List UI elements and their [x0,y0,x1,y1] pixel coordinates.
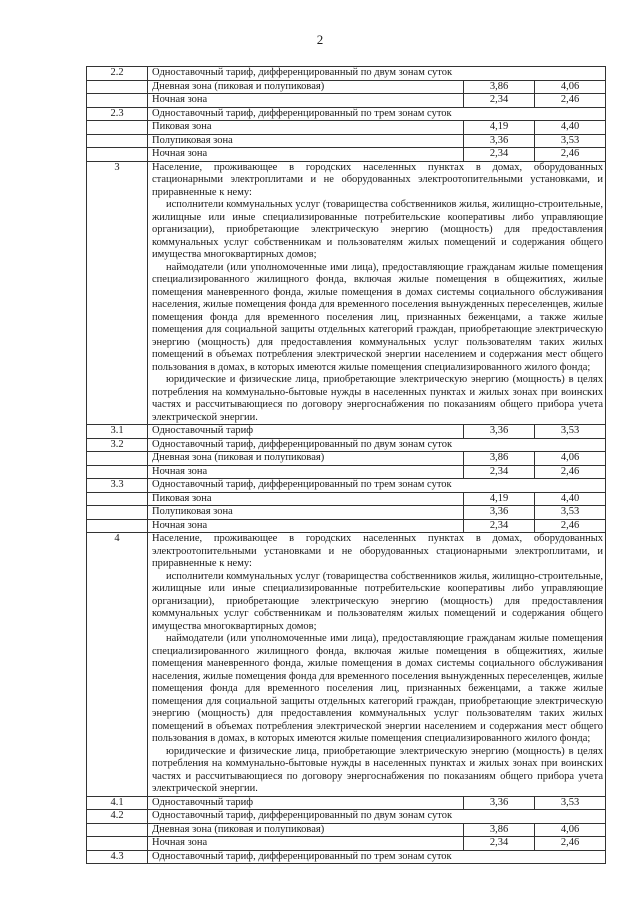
tariff-group-label-cell: Одноставочный тариф, дифференцированный по двум зонам суток [148,67,606,81]
tariff-value-2-cell: 4,06 [535,80,606,94]
tariff-value-1-cell: 2,34 [464,148,535,162]
description-paragraph: исполнители коммунальных услуг (товарищества собственников жилья, жилищно-строительные, жилищные или иные специализированные потребительские кооперативы либо управляющие организации), приобретающие электрическую энергию (мощность) для предоставления коммунальных услуг собственникам и пользователям жилых помещений и содержания общего имущества многоквартирных домов; [152,199,604,260]
consumer-group-description-cell [148,161,606,425]
row-number-cell [87,837,148,851]
tariff-row [87,148,606,162]
description-paragraph: наймодатели (или уполномоченные ими лица), предоставляющие гражданам жилые помещения специализированного жилищного фонда, включая жилые помещения в общежитиях, жилые помещения маневренного фонда, жилые помещения в домах системы социального обслуживания населения, жилые помещения фонда для временного поселения вынужденных переселенцев, жилые помещения фонда для временного поселения лиц, признанных беженцами, а также жилые помещения для социальной защиты отдельных категорий граждан, приобретающие электрическую энергию (мощность) для предоставления коммунальных услуг пользователям таких жилых помещений в объемах потребления электрической энергии населением и содержания мест общего пользования в домах, в которых имеются жилые помещения специализированного жилого фонда; [152,261,604,373]
tariff-group-label-cell: Одноставочный тариф, дифференцированный по двум зонам суток [148,810,606,824]
tariff-value-2-cell: 2,46 [535,465,606,479]
row-number-cell: 3.2 [87,438,148,452]
tariff-row [87,506,606,520]
row-number-cell: 2.2 [87,67,148,81]
consumer-group-description-cell [148,533,606,797]
tariff-group-row [87,438,606,452]
tariff-label-cell: Дневная зона (пиковая и полупиковая) [148,452,464,466]
row-number-cell: 3 [87,161,148,425]
row-number-cell [87,465,148,479]
row-number-cell [87,492,148,506]
tariff-value-2-cell: 2,46 [535,148,606,162]
description-paragraph: наймодатели (или уполномоченные ими лица), предоставляющие гражданам жилые помещения специализированного жилищного фонда, включая жилые помещения в общежитиях, жилые помещения маневренного фонда, жилые помещения в домах системы социального обслуживания населения, жилые помещения фонда для временного поселения вынужденных переселенцев, жилые помещения фонда для временного поселения лиц, признанных беженцами, а также жилые помещения для социальной защиты отдельных категорий граждан, приобретающие электрическую энергию (мощность) для предоставления коммунальных услуг пользователям таких жилых помещений в объемах потребления электрической энергии населением и содержания мест общего пользования в домах, в которых имеются жилые помещения специализированного жилого фонда; [152,633,604,744]
tariff-label-cell: Ночная зона [148,148,464,162]
row-number-cell [87,134,148,148]
tariff-group-row [87,850,606,864]
description-paragraph: юридические и физические лица, приобретающие электрическую энергию (мощность) в целях потребления на коммунально-бытовые нужды в населенных пунктах и жилых зонах при воинских частях и рассчитывающиеся по договору энергоснабжения по показаниям общего прибора учета электрической энергии. [152,374,604,423]
tariff-value-2-cell: 3,53 [535,134,606,148]
tariff-row [87,465,606,479]
tariff-row [87,425,606,439]
tariff-value-2-cell: 4,40 [535,492,606,506]
tariff-value-1-cell: 2,34 [464,519,535,533]
tariff-value-2-cell: 2,46 [535,519,606,533]
row-number-cell [87,148,148,162]
tariff-row [87,94,606,108]
tariff-value-1-cell: 3,86 [464,80,535,94]
tariff-row [87,519,606,533]
tariff-label-cell: Дневная зона (пиковая и полупиковая) [148,80,464,94]
tariff-label-cell: Ночная зона [148,519,464,533]
tariff-group-row [87,479,606,493]
tariff-row [87,796,606,810]
tariff-row [87,837,606,851]
tariff-label-cell: Полупиковая зона [148,134,464,148]
tariff-group-label-cell: Одноставочный тариф, дифференцированный по трем зонам суток [148,479,606,493]
tariff-table-body [87,67,606,864]
description-paragraph: исполнители коммунальных услуг (товарищества собственников жилья, жилищно-строительные, жилищные или иные специализированные потребительские кооперативы либо управляющие организации), приобретающие электрическую энергию (мощность) для предоставления коммунальных услуг собственникам и пользователям жилых помещений и содержания общего имущества многоквартирных домов; [152,570,604,632]
tariff-group-label-cell: Одноставочный тариф, дифференцированный по трем зонам суток [148,107,606,121]
row-number-cell: 3.3 [87,479,148,493]
tariff-value-2-cell: 3,53 [535,796,606,810]
tariff-value-2-cell: 4,40 [535,121,606,135]
tariff-value-2-cell: 4,06 [535,823,606,837]
tariff-value-1-cell: 4,19 [464,492,535,506]
row-number-cell: 2.3 [87,107,148,121]
tariff-label-cell: Ночная зона [148,837,464,851]
tariff-row [87,121,606,135]
tariff-row [87,823,606,837]
row-number-cell [87,121,148,135]
tariff-group-label-cell: Одноставочный тариф, дифференцированный по трем зонам суток [148,850,606,864]
consumer-group-row [87,533,606,797]
row-number-cell: 4.1 [87,796,148,810]
description-paragraph: Население, проживающее в городских населенных пунктах в домах, оборудованных стационарными электроплитами и не оборудованных электроотопительными установками, и приравненные к нему: [152,161,604,198]
row-number-cell: 3.1 [87,425,148,439]
row-number-cell [87,519,148,533]
row-number-cell: 4 [87,533,148,797]
tariff-label-cell: Одноставочный тариф [148,425,464,439]
row-number-cell [87,452,148,466]
tariff-label-cell: Ночная зона [148,465,464,479]
tariff-value-2-cell: 2,46 [535,837,606,851]
row-number-cell [87,80,148,94]
tariff-group-row [87,810,606,824]
tariff-value-1-cell: 2,34 [464,837,535,851]
tariff-value-1-cell: 3,86 [464,452,535,466]
consumer-group-row [87,161,606,425]
tariff-group-row [87,107,606,121]
tariff-row [87,492,606,506]
description-paragraph: юридические и физические лица, приобретающие электрическую энергию (мощность) в целях потребления на коммунально-бытовые нужды в населенных пунктах и жилых зонах при воинских частях и рассчитывающиеся по договору энергоснабжения по показаниям общего прибора учета электрической энергии. [152,745,604,794]
tariff-value-1-cell: 3,86 [464,823,535,837]
tariff-value-2-cell: 2,46 [535,94,606,108]
row-number-cell [87,94,148,108]
tariff-table [86,66,606,864]
tariff-label-cell: Дневная зона (пиковая и полупиковая) [148,823,464,837]
tariff-value-1-cell: 2,34 [464,94,535,108]
tariff-value-1-cell: 2,34 [464,465,535,479]
description-paragraph: Население, проживающее в городских населенных пунктах в домах, оборудованных электроотопительными установками и не оборудованных стационарными электроплитами, и приравненные к нему: [152,533,604,569]
tariff-row [87,452,606,466]
tariff-value-2-cell: 3,53 [535,506,606,520]
tariff-value-1-cell: 3,36 [464,134,535,148]
tariff-label-cell: Пиковая зона [148,492,464,506]
tariff-row [87,134,606,148]
tariff-value-2-cell: 3,53 [535,425,606,439]
tariff-label-cell: Одноставочный тариф [148,796,464,810]
tariff-group-row [87,67,606,81]
page-number: 2 [316,32,324,47]
tariff-value-1-cell: 3,36 [464,796,535,810]
row-number-cell: 4.3 [87,850,148,864]
tariff-label-cell: Пиковая зона [148,121,464,135]
tariff-value-1-cell: 3,36 [464,506,535,520]
tariff-label-cell: Ночная зона [148,94,464,108]
tariff-label-cell: Полупиковая зона [148,506,464,520]
tariff-value-1-cell: 4,19 [464,121,535,135]
tariff-value-2-cell: 4,06 [535,452,606,466]
tariff-group-label-cell: Одноставочный тариф, дифференцированный по двум зонам суток [148,438,606,452]
row-number-cell [87,823,148,837]
row-number-cell: 4.2 [87,810,148,824]
tariff-value-1-cell: 3,36 [464,425,535,439]
row-number-cell [87,506,148,520]
tariff-row [87,80,606,94]
